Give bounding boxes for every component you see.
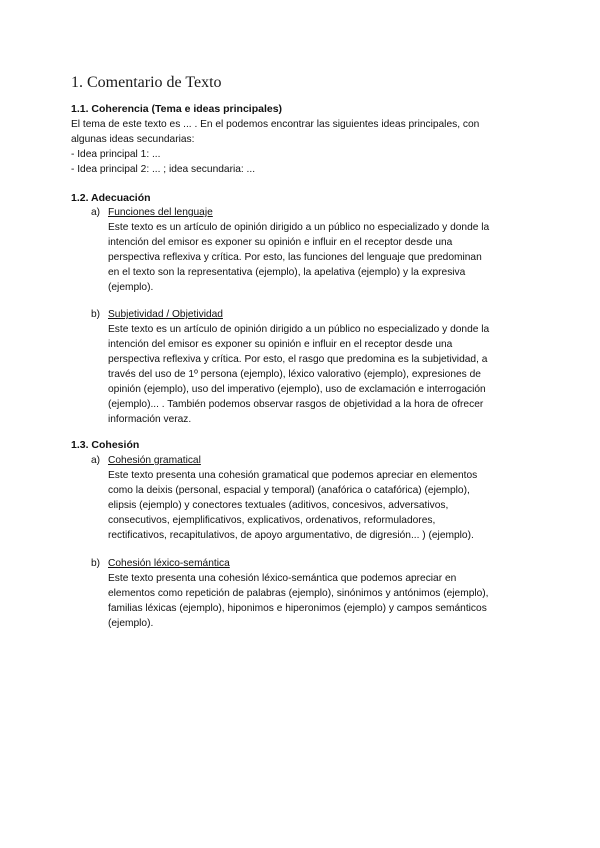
text-line: en el texto son la representativa (ejemplo), la apelativa (ejemplo) y la expresiva	[108, 267, 466, 278]
list-marker: a)	[91, 455, 101, 466]
subsection-body-cohesion-lexico	[108, 571, 528, 631]
document-title: 1. Comentario de Texto	[71, 74, 222, 91]
text-line: (ejemplo)... . También podemos observar rasgos de objetividad a la hora de ofrecer	[108, 399, 484, 410]
subsection-body-cohesion-gramatical	[108, 468, 528, 543]
text-line: consecutivos, ejemplificativos, explicativos, ordenativos, reformuladores,	[108, 515, 436, 526]
list-marker: b)	[91, 309, 101, 320]
text-line: Este texto es un artículo de opinión dirigido a un público no especializado y donde la	[108, 324, 490, 335]
text-line: intención del emisor es exponer su opinión e influir en el receptor desde una	[108, 237, 453, 248]
text-line: Este texto presenta una cohesión gramatical que podemos apreciar en elementos	[108, 470, 478, 481]
section-heading-coherencia: 1.1. Coherencia (Tema e ideas principales)	[71, 103, 283, 115]
section-heading-adecuacion: 1.2. Adecuación	[71, 192, 151, 204]
text-line: intención del emisor es exponer su opinión e influir en el receptor desde una	[108, 339, 453, 350]
subsection-title-cohesion-gramatical: Cohesión gramatical	[108, 455, 201, 466]
text-line: como la deixis (personal, espacial y temporal) (anafórica o catafórica) (ejemplo),	[108, 485, 470, 496]
text-line: familias léxicas (ejemplo), hiponimos e hiperonimos (ejemplo) y campos semánticos	[108, 603, 487, 614]
list-marker: b)	[91, 558, 101, 569]
subsection-body-funciones	[108, 220, 528, 295]
text-line: elipsis (ejemplo) y conectores textuales (aditivos, concesivos, adversativos,	[108, 500, 449, 511]
text-line: través del uso de 1º persona (ejemplo), léxico valorativo (ejemplo), expresiones de	[108, 369, 481, 380]
list-marker: a)	[91, 207, 101, 218]
text-line: elementos como repetición de palabras (ejemplo), sinónimos y antónimos (ejemplo),	[108, 588, 489, 599]
text-line: información veraz.	[108, 414, 192, 425]
text-line: opinión (ejemplo), uso del imperativo (ejemplo), uso de exclamación e interrogación	[108, 384, 486, 395]
subsection-body-subjetividad	[108, 322, 528, 427]
text-line: (ejemplo).	[108, 618, 154, 629]
text-line: - Idea principal 2: ... ; idea secundaria: ...	[71, 164, 256, 175]
subsection-title-funciones: Funciones del lenguaje	[108, 207, 213, 218]
text-line: perspectiva reflexiva y crítica. Por esto, el rasgo que predomina es la subjetividad, a	[108, 354, 488, 365]
text-line: El tema de este texto es ... . En el podemos encontrar las siguientes ideas principales, con	[71, 119, 480, 130]
text-line: Este texto presenta una cohesión léxico-semántica que podemos apreciar en	[108, 573, 457, 584]
text-line: perspectiva reflexiva y crítica. Por esto, las funciones del lenguaje que predominan	[108, 252, 482, 263]
subsection-title-subjetividad: Subjetividad / Objetividad	[108, 309, 223, 320]
section-heading-cohesion: 1.3. Cohesión	[71, 439, 140, 451]
text-line: (ejemplo).	[108, 282, 154, 293]
text-line: algunas ideas secundarias:	[71, 134, 195, 145]
section-body-coherencia	[71, 117, 541, 177]
text-line: - Idea principal 1: ...	[71, 149, 161, 160]
text-line: Este texto es un artículo de opinión dirigido a un público no especializado y donde la	[108, 222, 490, 233]
text-line: rectificativos, recapitulativos, de apoyo argumentativo, de digresión... ) (ejemplo).	[108, 530, 474, 541]
subsection-title-cohesion-lexico: Cohesión léxico-semántica	[108, 558, 230, 569]
